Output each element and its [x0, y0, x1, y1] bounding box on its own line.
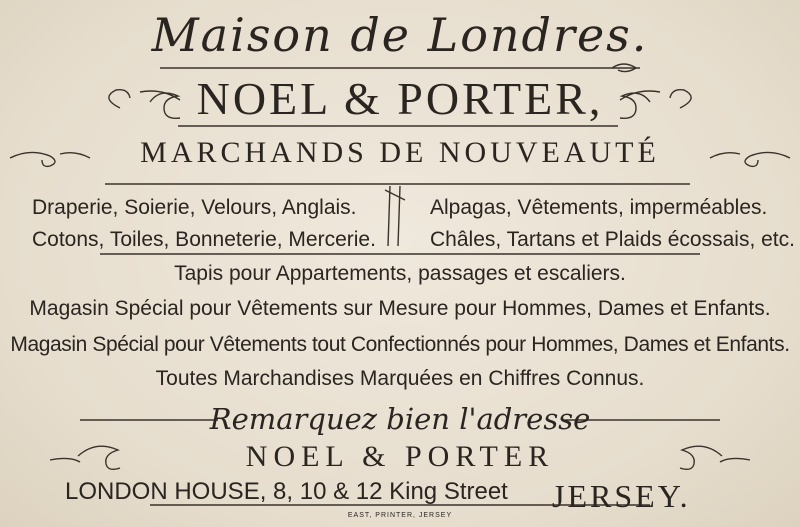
firm-name-footer: NOEL & PORTER: [245, 440, 555, 473]
fixed-prices-line: Toutes Marchandises Marquées en Chiffres Connus.: [155, 367, 645, 390]
readymade-clothing-line: Magasin Spécial pour Vêtements tout Confectionnés pour Hommes, Dames et Enfants.: [10, 333, 790, 356]
goods-right-line-2: Châles, Tartans et Plaids écossais, etc.: [430, 228, 795, 251]
bespoke-clothing-line: Magasin Spécial pour Vêtements sur Mesure pour Hommes, Dames et Enfants.: [29, 297, 771, 320]
trade-subtitle: MARCHANDS DE NOUVEAUTÉ: [140, 136, 660, 169]
column-divider: [385, 186, 405, 246]
town-name: JERSEY.: [552, 478, 691, 514]
carpets-line: Tapis pour Appartements, passages et escaliers.: [174, 262, 626, 285]
goods-left-line-2: Cotons, Toiles, Bonneterie, Mercerie.: [32, 228, 376, 251]
goods-left-line-1: Draperie, Soierie, Velours, Anglais.: [32, 196, 357, 219]
street-address: LONDON HOUSE, 8, 10 & 12 King Street: [65, 478, 508, 505]
firm-name-heading: NOEL & PORTER,: [196, 73, 604, 124]
header-script-title: Maison de Londres.: [151, 8, 649, 62]
printer-credit: EAST, PRINTER, JERSEY: [347, 512, 453, 519]
goods-right-line-1: Alpagas, Vêtements, imperméables.: [430, 196, 768, 219]
note-address-script: Remarquez bien l'adresse: [209, 402, 591, 436]
